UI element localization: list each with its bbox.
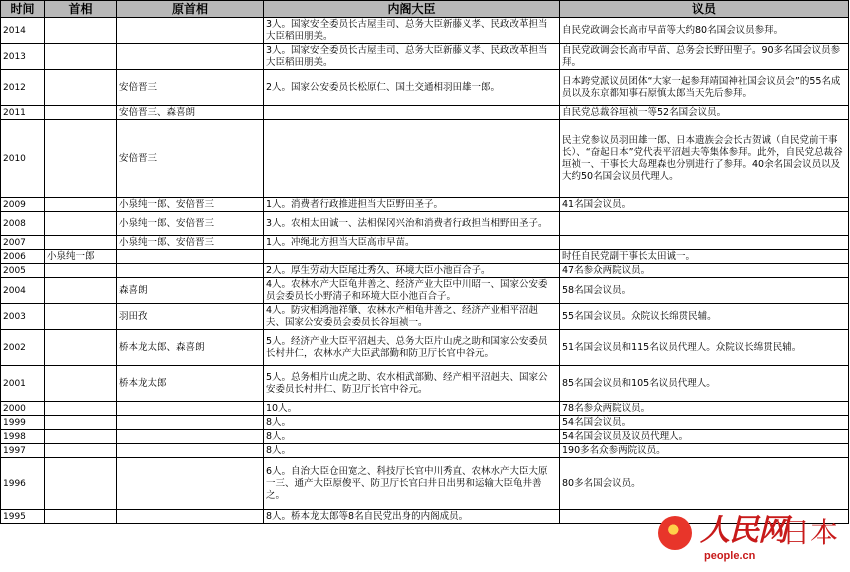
cell-pm: [45, 366, 117, 402]
header-former-pm: 原首相: [117, 1, 264, 18]
cell-pm: [45, 278, 117, 304]
cell-pm: [45, 458, 117, 510]
cell-year: 2008: [1, 212, 45, 236]
cell-former-pm: [117, 458, 264, 510]
cell-year: 2001: [1, 366, 45, 402]
cell-members: 日本跨党派议员团体“大家一起参拜靖国神社国会议员会”的55名成员以及东京都知事石原慎太郎当天先后参拜。: [560, 70, 849, 106]
logo-people-cn: 人民网: [700, 513, 787, 548]
cell-pm: 小泉纯一郎: [45, 250, 117, 264]
header-year: 时间: [1, 1, 45, 18]
table-row: [1, 458, 849, 510]
cell-year: 2011: [1, 106, 45, 120]
cell-ministers: 8人。: [264, 444, 560, 458]
header-members: 议员: [560, 1, 849, 18]
cell-year: 2012: [1, 70, 45, 106]
cell-former-pm: [117, 510, 264, 524]
cell-year: 1999: [1, 416, 45, 430]
cell-former-pm: 小泉纯一郎、安倍晋三: [117, 212, 264, 236]
cell-ministers: 3人。国家安全委员长古屋圭司、总务大臣新藤义孝、民政改革担当大臣稻田朋美。: [264, 44, 560, 70]
cell-pm: [45, 402, 117, 416]
header-pm: 首相: [45, 1, 117, 18]
cell-pm: [45, 198, 117, 212]
cell-pm: [45, 430, 117, 444]
cell-ministers: [264, 120, 560, 198]
cell-former-pm: [117, 430, 264, 444]
cell-pm: [45, 444, 117, 458]
cell-members: 55名国会议员。众院议长绵贯民辅。: [560, 304, 849, 330]
table-row: [1, 120, 849, 198]
cell-year: 2013: [1, 44, 45, 70]
cell-ministers: 2人。国家公安委员长松原仁、国土交通相羽田雄一郎。: [264, 70, 560, 106]
cell-year: 2007: [1, 236, 45, 250]
cell-ministers: 3人。国家安全委员长古屋圭司、总务大臣新藤义孝、民政改革担当大臣稻田朋美。: [264, 18, 560, 44]
cell-members: 80多名国会议员。: [560, 458, 849, 510]
cell-members: 时任自民党副干事长太田诚一。: [560, 250, 849, 264]
cell-pm: [45, 264, 117, 278]
table-row: [1, 264, 849, 278]
cell-year: 1998: [1, 430, 45, 444]
table-row: [1, 330, 849, 366]
table-row: [1, 198, 849, 212]
cell-members: 58名国会议员。: [560, 278, 849, 304]
cell-year: 2005: [1, 264, 45, 278]
cell-members: 民主党参议员羽田雄一郎、日本遗族会会长古贺诚（自民党前干事长）、“奋起日本”党代表平沼赳夫等集体参拜。此外，自民党总裁谷垣祯一、干事长大岛理森也分别进行了参拜。40余名国会议员以及大约50名国会议员代理人。: [560, 120, 849, 198]
cell-ministers: 5人。经济产业大臣平沼赳夫、总务大臣片山虎之助和国家公安委员长村井仁，农林水产大臣武部勤和防卫厅长官中谷元。: [264, 330, 560, 366]
logo-japan: 日本: [782, 516, 839, 549]
cell-pm: [45, 18, 117, 44]
cell-year: 1997: [1, 444, 45, 458]
cell-members: 51名国会议员和115名议员代理人。众院议长绵贯民辅。: [560, 330, 849, 366]
cell-former-pm: 森喜朗: [117, 278, 264, 304]
cell-ministers: 4人。防灾相鸿池祥肇、农林水产相龟井善之、经济产业相平沼赳夫、国家公安委员会委员长谷垣祯一。: [264, 304, 560, 330]
cell-members: 78名参众两院议员。: [560, 402, 849, 416]
cell-ministers: 8人。: [264, 416, 560, 430]
cell-ministers: 8人。桥本龙太郎等8名自民党出身的内阁成员。: [264, 510, 560, 524]
cell-former-pm: 安倍晋三: [117, 70, 264, 106]
cell-members: 54名国会议员及议员代理人。: [560, 430, 849, 444]
cell-members: 自民党总裁谷垣祯一等52名国会议员。: [560, 106, 849, 120]
cell-year: 1996: [1, 458, 45, 510]
cell-former-pm: 小泉纯一郎、安倍晋三: [117, 198, 264, 212]
cell-year: 2000: [1, 402, 45, 416]
table-row: [1, 106, 849, 120]
cell-former-pm: [117, 44, 264, 70]
table-row: [1, 366, 849, 402]
cell-members: 自民党政调会长高市早苗、总务会长野田聖子。90多名国会议员参拜。: [560, 44, 849, 70]
header-ministers: 内阁大臣: [264, 1, 560, 18]
logo-url: people.cn: [704, 550, 756, 562]
cell-year: 2009: [1, 198, 45, 212]
cell-former-pm: [117, 250, 264, 264]
cell-year: 1995: [1, 510, 45, 524]
cell-former-pm: 羽田孜: [117, 304, 264, 330]
cell-year: 2003: [1, 304, 45, 330]
cell-former-pm: 安倍晋三、森喜朗: [117, 106, 264, 120]
cell-year: 2014: [1, 18, 45, 44]
table-row: [1, 416, 849, 430]
cell-pm: [45, 120, 117, 198]
cell-pm: [45, 70, 117, 106]
table-row: [1, 250, 849, 264]
cell-ministers: [264, 106, 560, 120]
cell-pm: [45, 44, 117, 70]
cell-pm: [45, 330, 117, 366]
cell-former-pm: [117, 444, 264, 458]
cell-year: 2004: [1, 278, 45, 304]
cell-members: 41名国会议员。: [560, 198, 849, 212]
cell-members: 54名国会议员。: [560, 416, 849, 430]
cell-pm: [45, 106, 117, 120]
cell-ministers: 3人。农相太田诚一、法相保冈兴治和消费者行政担当相野田圣子。: [264, 212, 560, 236]
table-row: [1, 212, 849, 236]
cell-former-pm: 桥本龙太郎、森喜朗: [117, 330, 264, 366]
cell-year: 2006: [1, 250, 45, 264]
header-row: [1, 1, 849, 18]
cell-ministers: 2人。厚生劳动大臣尾辻秀久、环境大臣小池百合子。: [264, 264, 560, 278]
table-row: [1, 402, 849, 416]
cell-ministers: 1人。冲绳北方担当大臣高市早苗。: [264, 236, 560, 250]
cell-pm: [45, 212, 117, 236]
cell-former-pm: 安倍晋三: [117, 120, 264, 198]
cell-members: [560, 212, 849, 236]
cell-ministers: [264, 250, 560, 264]
table-row: [1, 70, 849, 106]
cell-ministers: 4人。农林水产大臣龟井善之、经济产业大臣中川昭一、国家公安委员会委员长小野清子和环境大臣小池百合子。: [264, 278, 560, 304]
cell-former-pm: [117, 18, 264, 44]
cell-pm: [45, 416, 117, 430]
cell-year: 2002: [1, 330, 45, 366]
cell-former-pm: [117, 416, 264, 430]
cell-ministers: 1人。消费者行政推进担当大臣野田圣子。: [264, 198, 560, 212]
cell-pm: [45, 304, 117, 330]
cell-pm: [45, 510, 117, 524]
table-row: [1, 44, 849, 70]
people-daily-logo: [652, 510, 848, 570]
table-row: [1, 444, 849, 458]
cell-former-pm: [117, 402, 264, 416]
table-row: [1, 430, 849, 444]
cell-pm: [45, 236, 117, 250]
cell-members: [560, 236, 849, 250]
cell-members: 自民党政调会长高市早苗等大约80名国会议员参拜。: [560, 18, 849, 44]
table-row: [1, 236, 849, 250]
cell-former-pm: [117, 264, 264, 278]
cell-members: 190多名众参两院议员。: [560, 444, 849, 458]
cell-members: 47名参众两院议员。: [560, 264, 849, 278]
cell-former-pm: 小泉纯一郎、安倍晋三: [117, 236, 264, 250]
cell-ministers: 10人。: [264, 402, 560, 416]
table-row: [1, 304, 849, 330]
cell-ministers: 6人。自治大臣仓田宽之、科技厅长官中川秀直、农林水产大臣大原一三、通产大臣原俊平、防卫厅长官臼井日出男和运输大臣龟井善之。: [264, 458, 560, 510]
cell-ministers: 8人。: [264, 430, 560, 444]
table-row: [1, 278, 849, 304]
cell-former-pm: 桥本龙太郎: [117, 366, 264, 402]
table-row: [1, 18, 849, 44]
logo-badge-icon: [658, 516, 692, 550]
cell-ministers: 5人。总务相片山虎之助、农水相武部勤、经产相平沼赳夫、国家公安委员长村井仁、防卫厅长官中谷元。: [264, 366, 560, 402]
cell-year: 2010: [1, 120, 45, 198]
cell-members: 85名国会议员和105名议员代理人。: [560, 366, 849, 402]
